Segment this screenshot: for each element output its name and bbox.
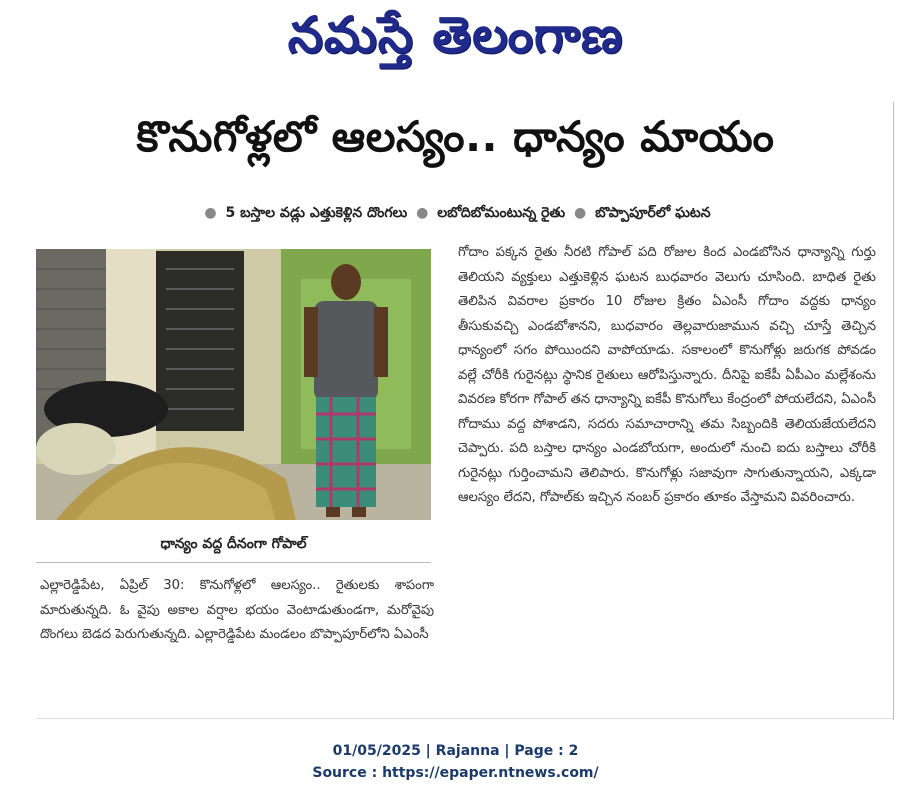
photo-farmer-with-paddy (36, 249, 431, 520)
article-body-left: ఎల్లారెడ్డిపేట, ఏప్రిల్ 30: కొనుగోళ్లలో ఆలస్యం.. రైతులకు శాపంగా మారుతున్నది. ఓ వైపు అకాల వర్షాల భయం వెంటాడుతుండగా, మరోవైపు దొంగలు బెడద పెరుగుతున్నది. ఎల్లారెడ్డిపేట మండలం బొప్పాపూర్‌లోని ఏఎంసీ (40, 578, 434, 642)
article-headline: కొనుగోళ్లలో ఆలస్యం.. ధాన్యం మాయం (136, 112, 775, 161)
source-link[interactable]: Source : https://epaper.ntnews.com/ (312, 765, 599, 781)
edition-info: 01/05/2025 | Rajanna | Page : 2 (332, 743, 579, 759)
bottom-divider (36, 718, 893, 719)
article-photo (36, 249, 431, 520)
article-body-right: గోదాం పక్కన రైతు నీరటి గోపాల్ పది రోజుల కింద ఎండబోసిన ధాన్యాన్ని గుర్తు తెలియని వ్యక్తులు ఎత్తుకెళ్లిన ఘటన బుధవారం వెలుగు చూసింది. బాధిత రైతు తెలిపిన వివరాల ప్రకారం 10 రోజుల క్రితం ఏఎంసీ గోదాం వద్దకు ధాన్యం తీసుకువచ్చి ఎండబోశానని, బుధవారం తెల్లవారుజామున వచ్చి చూస్తే తెచ్చిన ధాన్యంలో సగం పోయిందని వాపోయాడు. సకాలంలో కొనుగోళ్లు జరుగక పోవడం వల్లే చోరీకి గురైనట్లు స్థానిక రైతులు ఆరోపిస్తున్నారు. దీనిపై ఐకేపీ ఏపీఎం మల్లేశంను వివరణ కోరగా గోపాల్ తన ధాన్యాన్ని ఐకేపీ కొనుగోలు కేంద్రంలో పోయలేదని, ఏఎంసీ గోదాము వద్ద పోశాడని, సదరు సమాచారాన్ని తమ సిబ్బందికి తెలియజేయలేదని చెప్పారు. పది బస్తాల ధాన్యం ఎండబోయగా, అందులో నుంచి ఐదు బస్తాలు చోరీకి గురైనట్లు గుర్తించామని తెలిపారు. కొనుగోళ్లు సజావుగా సాగుతున్నాయని, ఎక్కడా ఆలస్యం లేదని, గోపాల్‌కు ఇచ్చిన నంబర్ ప్రకారం తూకం వేస్తామని వివరించారు. (458, 245, 876, 505)
caption-divider (36, 562, 431, 563)
photo-caption: ధాన్యం వద్ద దీనంగా గోపాల్ (160, 536, 307, 552)
bullet: ● (416, 205, 429, 221)
newspaper-logo: నమస్తే తెలంగాణ (287, 6, 624, 64)
subheading-1: 5 బస్తాల వడ్లు ఎత్తుకెళ్లిన దొంగలు (225, 205, 408, 221)
subheadings (0, 205, 911, 224)
subheading-2: లబోదిబోమంటున్న రైతు (437, 205, 566, 221)
subheading-3: బొప్పాపూర్‌లో ఘటన (595, 205, 711, 221)
column-divider (893, 102, 894, 720)
bullet: ● (574, 205, 587, 221)
bullet: ● (204, 205, 217, 221)
masthead (0, 0, 911, 70)
page-footer (0, 740, 911, 784)
